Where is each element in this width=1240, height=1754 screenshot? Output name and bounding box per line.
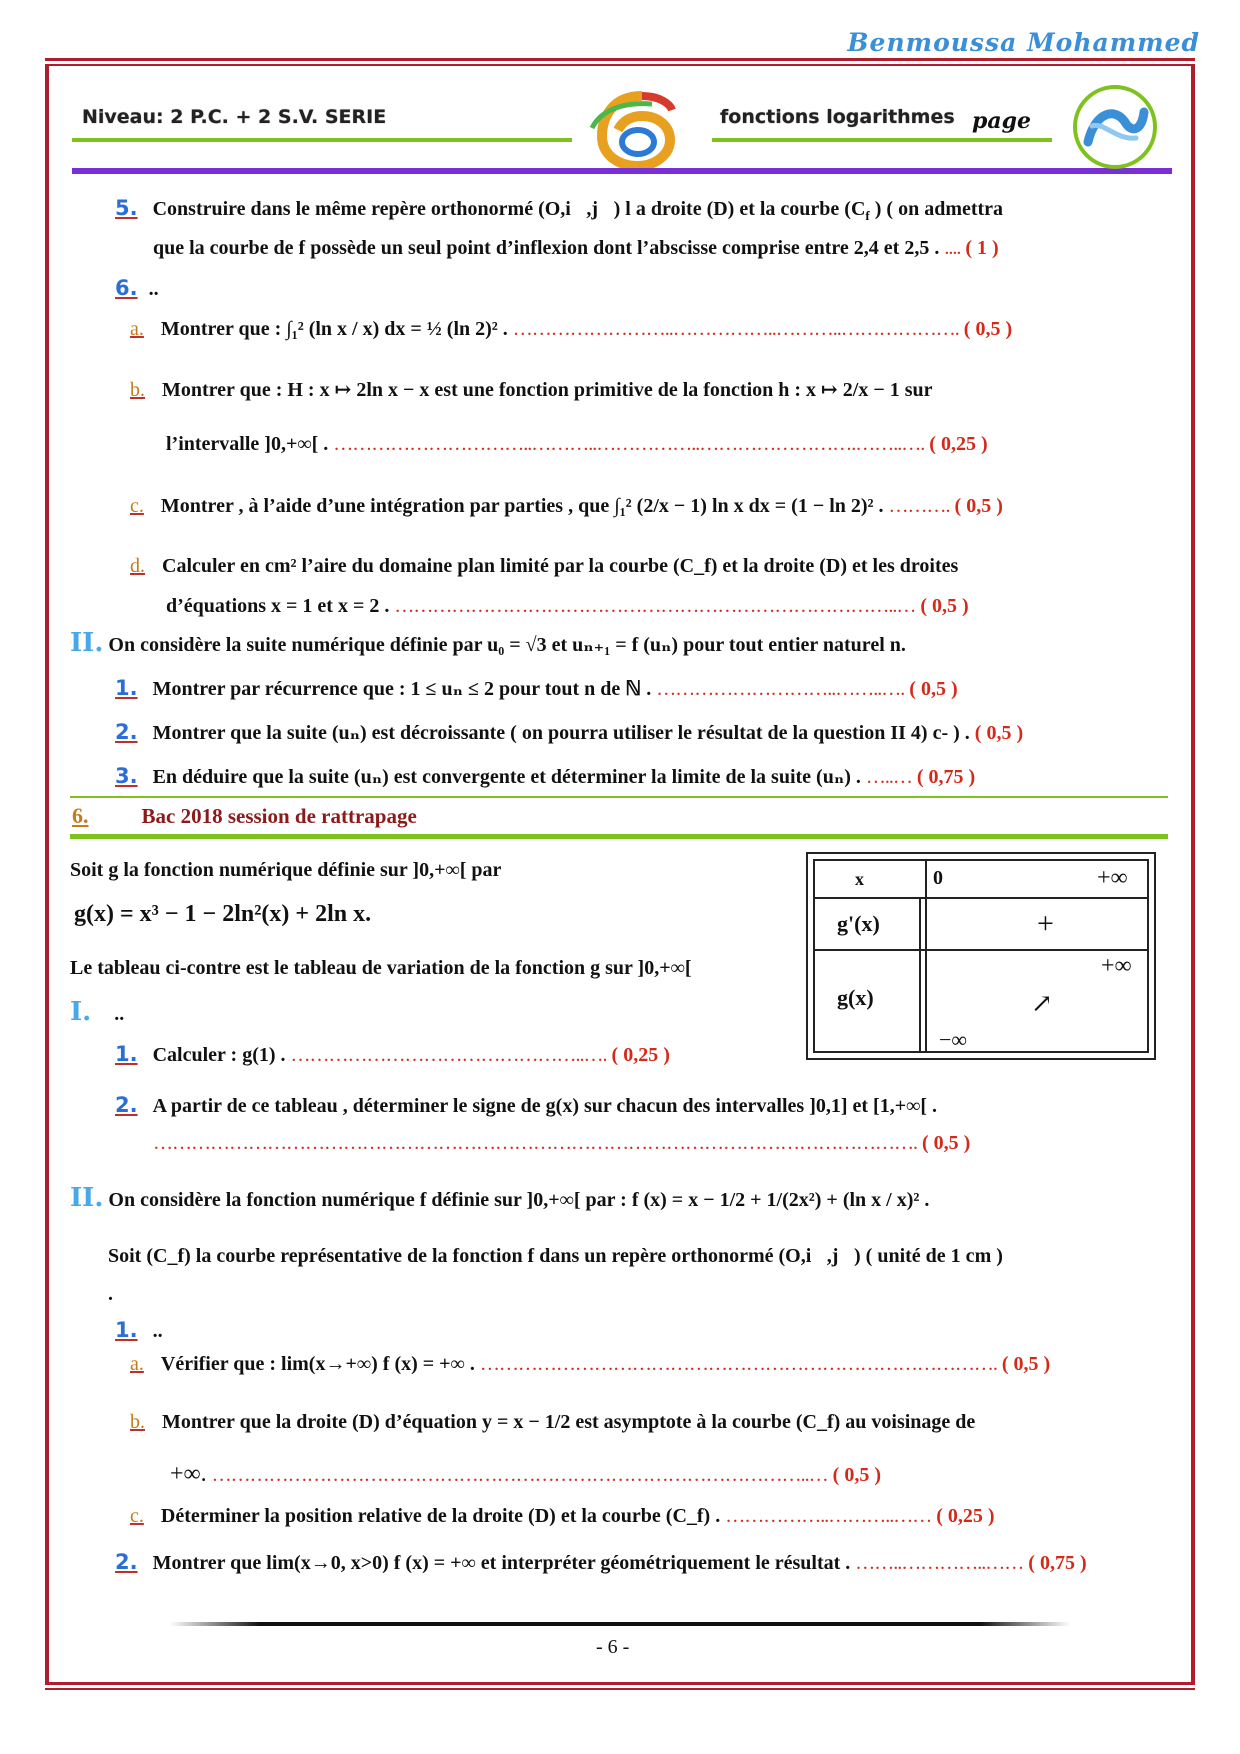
ex6-II-intro — [70, 1183, 930, 1213]
qd-line — [130, 554, 958, 578]
qb-line — [130, 378, 933, 402]
ex6-II1c — [130, 1504, 995, 1528]
qa-line — [130, 317, 1012, 341]
ex6-gdef — [74, 902, 371, 926]
part2-q2-points: ( 0,5 ) — [974, 722, 1024, 744]
part2-q1-dots: ………………………..……..…. — [656, 678, 905, 700]
ex6-II1b-line2 — [170, 1462, 881, 1487]
vt-col-divider-3 — [925, 899, 927, 1051]
part2-intro-text: On considère la suite numérique définie par u₀ = √3 et uₙ₊₁ = f (uₙ) pour tout entier naturel n. — [108, 634, 906, 656]
ex6-II-text2: Soit (C_f) la courbe représentative de la fonction f dans un repère orthonormé (O,i⃗,j⃗) ( unité de 1 cm ) — [108, 1245, 1003, 1267]
ex6-II1 — [115, 1318, 163, 1343]
vt-x-start: 0 — [933, 867, 943, 889]
part2-q1-points: ( 0,5 ) — [909, 678, 958, 700]
qb-line2 — [166, 432, 988, 456]
ex6-II1c-text: Déterminer la position relative de la droite (D) et la courbe (C_f) . — [160, 1505, 721, 1527]
q6-text: .. — [148, 278, 159, 300]
ex6-I2-line2 — [153, 1131, 970, 1155]
ex6-II1a-text: Vérifier que : lim(x→+∞) f (x) = +∞ . — [160, 1353, 475, 1375]
ex6-II1b — [130, 1410, 975, 1434]
footer-rule — [170, 1622, 1070, 1626]
section6-heading — [72, 804, 417, 829]
qd-dots: ……………………………………………………………………..… — [394, 595, 916, 617]
q5-line2 — [153, 236, 999, 260]
ex6-I-text: .. — [114, 1003, 125, 1025]
ex6-II-roman: II. — [70, 1183, 104, 1213]
footer-page-number: - 6 - — [596, 1636, 630, 1658]
ex6-intro2-text: Le tableau ci-contre est le tableau de variation de la fonction g sur ]0,+∞[ — [70, 957, 692, 979]
variation-table — [806, 852, 1156, 1060]
ex6-I1-dots: ………………………………………..…. — [290, 1044, 607, 1066]
niveau-label: Niveau: 2 P.C. + 2 S.V. SERIE — [82, 106, 387, 128]
ex6-II1b-points: ( 0,5 ) — [832, 1464, 881, 1486]
ex6-II1a — [130, 1352, 1050, 1376]
q5-line1 — [115, 196, 1003, 228]
qd-points: ( 0,5 ) — [920, 595, 969, 617]
ex6-II1c-points: ( 0,25 ) — [936, 1505, 995, 1527]
top-frame-line — [45, 58, 1195, 61]
part2-q2 — [115, 720, 1023, 745]
q6-line — [115, 276, 159, 301]
ex6-gdef-text: g(x) = x³ − 1 − 2ln²(x) + 2ln x. — [74, 901, 372, 927]
ex6-I2-points: ( 0,5 ) — [922, 1132, 971, 1154]
ex6-intro1-text: Soit g la fonction numérique définie sur ]0,+∞[ par — [70, 859, 502, 881]
topic-label: fonctions logarithmes — [720, 106, 955, 128]
part2-q2-text: Montrer que la suite (uₙ) est décroissante ( on pourra utiliser le résultat de la question II 4) c- ) . — [152, 722, 970, 744]
vt-x-label: x — [855, 869, 864, 889]
header-bar — [72, 88, 1172, 178]
page-label: page — [972, 108, 1032, 134]
part2-intro — [70, 628, 906, 658]
section6-bottom-rule — [70, 834, 1168, 839]
qb-dots: …………………………..………..……………..…………………….……..…. — [333, 433, 925, 455]
ex6-II2-text: Montrer que lim(x→0, x>0) f (x) = +∞ et interpréter géométriquement le résultat . — [152, 1552, 851, 1574]
section6-top-rule — [70, 796, 1168, 798]
vt-col-divider-1 — [925, 861, 927, 897]
vt-g-arrow: ↗ — [1031, 989, 1053, 1018]
q5-subscript: f — [865, 208, 870, 223]
ex6-II1b-dots: …………………………………………………………………………………..… — [211, 1464, 828, 1486]
qd-text: Calculer en cm² l’aire du domaine plan limité par la courbe (C_f) et la droite (D) et les droites — [162, 555, 959, 577]
vt-x-end: +∞ — [1097, 865, 1128, 891]
ex6-II2-points: ( 0,75 ) — [1028, 1552, 1087, 1574]
ex6-II1b-text: Montrer que la droite (D) d’équation y = x − 1/2 est asymptote à la courbe (C_f) au voisinage de — [162, 1411, 976, 1433]
vt-g-label: g(x) — [837, 985, 874, 1010]
ex6-II2 — [115, 1550, 1087, 1575]
logo-graphic — [1070, 82, 1160, 172]
ex6-intro2 — [70, 956, 692, 980]
vt-gprime-sign: + — [1037, 907, 1054, 940]
ex6-II2-dots: ……..…………..…… — [855, 1552, 1024, 1574]
part2-q3-number: 3. — [115, 764, 138, 788]
q5-text-end: ) ( on admettra — [874, 198, 1004, 220]
part2-q3 — [115, 764, 975, 789]
qc-dots: ………. — [888, 495, 950, 517]
vt-col-divider-2 — [919, 899, 921, 1051]
section6-title: Bac 2018 session de rattrapage — [141, 804, 417, 828]
part2-q1 — [115, 676, 958, 701]
ex6-II-text3: . — [108, 1283, 113, 1305]
ex6-II-text: On considère la fonction numérique f définie sur ]0,+∞[ par : f (x) = x − 1/2 + 1/(2x²) + (ln x / x)² . — [108, 1189, 930, 1211]
ex6-I2-number: 2. — [115, 1093, 138, 1117]
qc-text: Montrer , à l’aide d’une intégration par parties , que ∫₁² (2/x − 1) ln x dx = (1 − ln 2)² . — [160, 495, 884, 517]
qb-label: b. — [130, 379, 145, 401]
ex6-I-heading — [70, 997, 125, 1027]
part2-roman: II. — [70, 628, 104, 658]
part2-q1-text: Montrer par récurrence que : 1 ≤ uₙ ≤ 2 pour tout n de ℕ . — [152, 678, 652, 700]
variation-table-inner — [813, 859, 1149, 1053]
ex6-I1-points: ( 0,25 ) — [611, 1044, 670, 1066]
qb-points: ( 0,25 ) — [929, 433, 988, 455]
part2-q1-number: 1. — [115, 676, 138, 700]
vt-gprime-label: g'(x) — [837, 911, 880, 936]
bottom-frame-line — [45, 1682, 1195, 1685]
q5-dots: .... — [944, 237, 961, 259]
ex6-I-roman: I. — [70, 997, 92, 1027]
logo-icon — [1070, 82, 1160, 177]
ex6-II1b-text2: +∞. — [170, 1461, 207, 1487]
q5-points: ( 1 ) — [965, 237, 999, 259]
ex6-II1-number: 1. — [115, 1318, 138, 1342]
ex6-II1a-dots: ………………………………………………………………………. — [479, 1353, 997, 1375]
qa-points: ( 0,5 ) — [963, 318, 1013, 340]
qd-label: d. — [130, 555, 145, 577]
qa-label: a. — [130, 318, 144, 340]
right-frame-line — [1191, 64, 1195, 1682]
ex6-II1b-label: b. — [130, 1411, 145, 1433]
q5-text2: que la courbe de f possède un seul point d’inflexion dont l’abscisse comprise entre 2,4 et 2,5 . — [153, 237, 940, 259]
qa-dots: ……………………..……………..………..………………. — [512, 318, 959, 340]
serie-badge-icon — [572, 88, 702, 168]
vt-g-top: +∞ — [1101, 953, 1132, 979]
header-green-line-left — [72, 138, 572, 142]
left-frame-line — [45, 64, 49, 1682]
ex6-I2-dots: …………………………………………………………………………………………………………. — [153, 1132, 917, 1154]
ex6-I2-text: A partir de ce tableau , déterminer le signe de g(x) sur chacun des intervalles ]0,1] et [1,+∞[ . — [152, 1095, 938, 1117]
header-purple-line — [72, 168, 1172, 174]
ex6-II-line2 — [108, 1244, 1003, 1268]
qb-text: Montrer que : H : x ↦ 2ln x − x est une fonction primitive de la fonction h : x ↦ 2/x − 1 sur — [162, 379, 933, 401]
q5-number: 5. — [115, 196, 138, 220]
part2-q3-text: En déduire que la suite (uₙ) est convergente et déterminer la limite de la suite (uₙ) . — [152, 766, 861, 788]
author-name: Benmoussa Mohammed — [847, 28, 1200, 57]
q5-text: Construire dans le même repère orthonormé (O,i⃗,j⃗) l a droite (D) et la courbe (C — [152, 198, 866, 220]
ex6-II1c-label: c. — [130, 1505, 144, 1527]
ex6-I1 — [115, 1042, 670, 1067]
ex6-II1c-dots: ……………..………..…… — [725, 1505, 932, 1527]
header-green-line-right — [712, 138, 1052, 142]
section6-number: 6. — [72, 803, 89, 828]
q6-number: 6. — [115, 276, 138, 300]
qa-text: Montrer que : ∫₁² (ln x / x) dx = ½ (ln 2)² . — [160, 318, 508, 340]
vt-row-divider-1 — [815, 897, 1147, 899]
part2-q3-points: ( 0,75 ) — [916, 766, 976, 788]
qc-points: ( 0,5 ) — [954, 495, 1003, 517]
ex6-I2 — [115, 1093, 937, 1118]
qd-line2 — [166, 594, 969, 618]
ex6-II2-number: 2. — [115, 1550, 138, 1574]
qb-text2: l’intervalle ]0,+∞[ . — [166, 433, 329, 455]
part2-q3-dots: …..… — [865, 766, 912, 788]
vt-row-divider-2 — [815, 949, 1147, 951]
ex6-II-line3 — [108, 1282, 113, 1306]
top-frame-line-2 — [45, 64, 1195, 66]
ex6-I1-text: Calculer : g(1) . — [152, 1044, 286, 1066]
vt-g-bottom: −∞ — [939, 1027, 968, 1052]
ex6-II1a-label: a. — [130, 1353, 144, 1375]
ex6-II1a-points: ( 0,5 ) — [1001, 1353, 1051, 1375]
qc-line — [130, 494, 1003, 518]
qd-text2: d’équations x = 1 et x = 2 . — [166, 595, 390, 617]
ex6-II1-text: .. — [152, 1320, 163, 1342]
bottom-frame-line-2 — [45, 1688, 1195, 1690]
qc-label: c. — [130, 495, 144, 517]
ex6-I1-number: 1. — [115, 1042, 138, 1066]
ex6-intro1 — [70, 858, 501, 882]
serie-number-badge — [572, 88, 702, 168]
part2-q2-number: 2. — [115, 720, 138, 744]
